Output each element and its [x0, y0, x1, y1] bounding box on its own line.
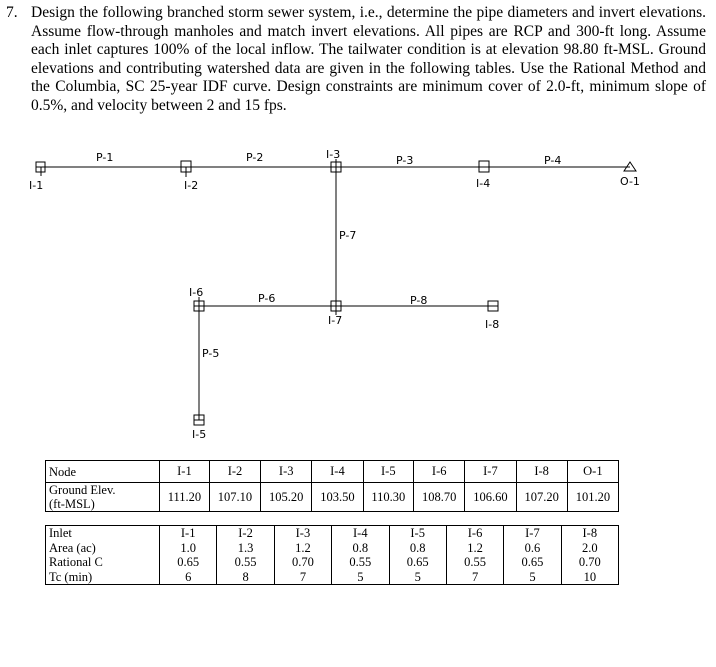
- elevation-cell: 107.10: [209, 483, 260, 512]
- rational-c-cell: 0.70: [274, 555, 331, 570]
- pipe-p7-label: P-7: [339, 229, 357, 242]
- inlet-cell: I-4: [332, 526, 389, 541]
- area-header: Area (ac): [46, 541, 160, 556]
- elevation-cell: 106.60: [465, 483, 516, 512]
- tc-cell: 6: [160, 570, 217, 585]
- ground-elev-label: Ground Elev.: [49, 483, 116, 497]
- elevation-cell: 105.20: [261, 483, 312, 512]
- tc-cell: 5: [389, 570, 446, 585]
- node-i7-label: I-7: [328, 314, 343, 327]
- tc-header: Tc (min): [46, 570, 160, 585]
- node-cell: O-1: [567, 461, 618, 483]
- node-cell: I-3: [261, 461, 312, 483]
- inlet-cell: I-2: [217, 526, 274, 541]
- table-row: [46, 461, 619, 483]
- pipe-p5-label: P-5: [202, 347, 220, 360]
- table-row: [46, 541, 619, 556]
- rational-c-cell: 0.55: [217, 555, 274, 570]
- table-row: [46, 555, 619, 570]
- inlet-header: Inlet: [46, 526, 160, 541]
- inlet-cell: I-6: [446, 526, 503, 541]
- tc-cell: 5: [332, 570, 389, 585]
- inlet-cell: I-5: [389, 526, 446, 541]
- inlet-data-table: [45, 525, 619, 585]
- inlet-i4-symbol: [479, 161, 489, 172]
- node-cell: I-5: [363, 461, 414, 483]
- node-cell: I-1: [160, 461, 210, 483]
- elevation-cell: 101.20: [567, 483, 618, 512]
- rational-c-cell: 0.55: [332, 555, 389, 570]
- inlet-i7-symbol: [331, 297, 341, 315]
- problem-statement: [6, 4, 706, 115]
- area-cell: 0.8: [389, 541, 446, 556]
- ground-elev-header: [46, 483, 160, 512]
- inlet-i8-symbol: [488, 301, 498, 311]
- pipe-p4-label: P-4: [544, 154, 562, 167]
- node-cell: I-7: [465, 461, 516, 483]
- node-cell: I-2: [209, 461, 260, 483]
- tc-cell: 7: [274, 570, 331, 585]
- table-row: [46, 483, 619, 512]
- rational-c-cell: 0.65: [160, 555, 217, 570]
- elevation-cell: 111.20: [160, 483, 210, 512]
- inlet-cell: I-8: [561, 526, 618, 541]
- inlet-cell: I-7: [504, 526, 561, 541]
- elevation-cell: 108.70: [414, 483, 465, 512]
- area-cell: 1.2: [446, 541, 503, 556]
- area-cell: 1.3: [217, 541, 274, 556]
- ground-elevation-table: [45, 460, 619, 512]
- node-i6-label: I-6: [189, 286, 204, 299]
- rational-c-cell: 0.65: [504, 555, 561, 570]
- rational-c-cell: 0.65: [389, 555, 446, 570]
- elevation-cell: 110.30: [363, 483, 414, 512]
- node-i5-label: I-5: [192, 428, 207, 441]
- node-cell: I-8: [516, 461, 567, 483]
- storm-sewer-network-diagram: [0, 140, 716, 450]
- elevation-cell: 107.20: [516, 483, 567, 512]
- elevation-cell: 103.50: [312, 483, 363, 512]
- rational-c-cell: 0.55: [446, 555, 503, 570]
- area-cell: 2.0: [561, 541, 618, 556]
- table-row: [46, 526, 619, 541]
- inlet-cell: I-3: [274, 526, 331, 541]
- node-o1-label: O-1: [620, 175, 640, 188]
- tc-cell: 10: [561, 570, 618, 585]
- area-cell: 1.0: [160, 541, 217, 556]
- node-cell: I-6: [414, 461, 465, 483]
- rational-c-header: Rational C: [46, 555, 160, 570]
- node-i2-label: I-2: [184, 179, 199, 192]
- node-cell: I-4: [312, 461, 363, 483]
- inlet-cell: I-1: [160, 526, 217, 541]
- ground-elev-unit: (ft-MSL): [49, 497, 95, 511]
- node-i1-label: I-1: [29, 179, 44, 192]
- pipe-p2-label: P-2: [246, 151, 264, 164]
- rational-c-cell: 0.70: [561, 555, 618, 570]
- tc-cell: 7: [446, 570, 503, 585]
- tc-cell: 8: [217, 570, 274, 585]
- problem-number: 7.: [6, 4, 18, 21]
- pipe-p3-label: P-3: [396, 154, 414, 167]
- pipe-p8-label: P-8: [410, 294, 428, 307]
- node-header: Node: [46, 461, 160, 483]
- inlet-i2-symbol: [181, 161, 191, 177]
- problem-text: Design the following branched storm sewer system, i.e., determine the pipe diameters and invert elevations. Assume flow-through manholes and match invert elevations. All pipes are RCP and 300-ft long. Assume each inlet captures 100% of the local inflow. The tailwater condition is at elevation 98.80 ft-MSL. Ground elevations and contributing watershed data are given in the following tables. Use the Rational Method and the Columbia, SC 25-year IDF curve. Design constraints are minimum cover of 2.0-ft, minimum slope of 0.5%, and velocity between 2 and 15 fps.: [31, 4, 706, 114]
- node-i4-label: I-4: [476, 177, 491, 190]
- area-cell: 0.8: [332, 541, 389, 556]
- node-i8-label: I-8: [485, 318, 500, 331]
- area-cell: 0.6: [504, 541, 561, 556]
- node-i3-label: I-3: [326, 148, 341, 161]
- inlet-i6-symbol: [194, 297, 204, 311]
- tc-cell: 5: [504, 570, 561, 585]
- table-row: [46, 570, 619, 585]
- pipe-p6-label: P-6: [258, 292, 276, 305]
- inlet-i1-symbol: [36, 162, 45, 176]
- pipe-p1-label: P-1: [96, 151, 114, 164]
- area-cell: 1.2: [274, 541, 331, 556]
